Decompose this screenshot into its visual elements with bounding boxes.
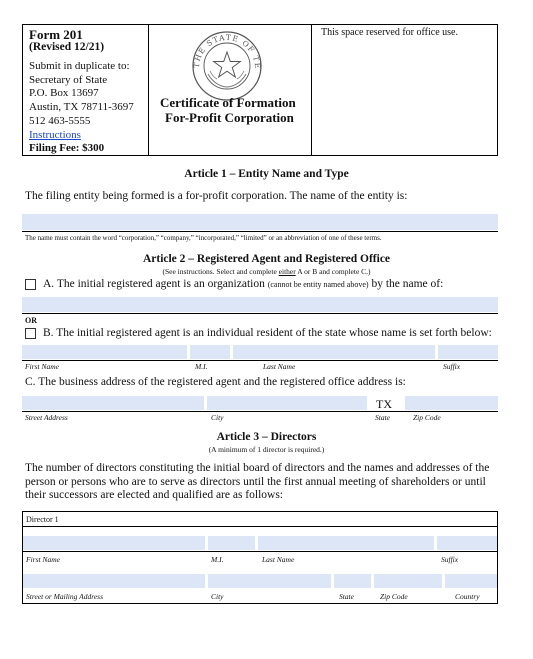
submit-line: Secretary of State (29, 73, 108, 86)
option-a-note: (cannot be entity named above) (267, 280, 369, 289)
divider (22, 313, 498, 314)
statement-line: person or persons who are to serve as directors until the first annual meeting of shareholders or until (25, 475, 486, 488)
option-a-label (43, 278, 443, 290)
divider (22, 411, 498, 412)
texas-seal (191, 30, 263, 102)
state-label: State (375, 413, 390, 422)
suffix-label: Suffix (443, 362, 461, 371)
header-divider-right (311, 24, 312, 156)
director-city-field[interactable] (208, 574, 331, 588)
registered-street-field[interactable] (22, 396, 204, 410)
submit-line: P.O. Box 13697 (29, 87, 99, 100)
instructions-link[interactable]: Instructions (29, 128, 81, 141)
zip-label: Zip Code (413, 413, 441, 422)
option-a-text: A. The initial registered agent is an organization (43, 278, 268, 290)
option-a-text-end: by the name of: (368, 278, 444, 290)
statement-line: their successors are elected and qualified are as follows: (25, 489, 284, 501)
subheading-text: A or B and complete C.) (295, 267, 371, 276)
form-title-line1: Certificate of Formation (160, 95, 296, 110)
article3-statement (25, 462, 489, 503)
agent-suffix-field[interactable] (438, 345, 498, 359)
svg-text:THE STATE OF TEXAS (191, 30, 262, 70)
subheading-either: either (278, 267, 296, 276)
office-use-note: This space reserved for office use. (321, 27, 458, 38)
agent-organization-name-field[interactable] (22, 297, 498, 312)
director-first-name-label: First Name (26, 555, 60, 564)
option-b-label: B. The initial registered agent is an individual resident of the state whose name is set forth below: (43, 327, 492, 339)
director-country-label: Country (455, 592, 480, 601)
article2-heading: Article 2 – Registered Agent and Registered Office (142, 253, 391, 265)
director-last-name-label: Last Name (262, 555, 295, 564)
article3-heading: Article 3 – Directors (216, 431, 317, 443)
director-mi-field[interactable] (208, 536, 255, 550)
submit-line: Austin, TX 78711-3697 (29, 101, 134, 114)
revised-date: (Revised 12/21) (29, 41, 105, 53)
city-label: City (211, 413, 224, 422)
registered-city-field[interactable] (207, 396, 367, 410)
article1-heading: Article 1 – Entity Name and Type (184, 168, 349, 180)
director-zip-field[interactable] (374, 574, 442, 588)
registered-state-value: TX (376, 397, 392, 411)
street-address-label: Street Address (25, 413, 68, 422)
or-label: OR (25, 316, 37, 325)
director-state-field[interactable] (334, 574, 371, 588)
director-street-field[interactable] (23, 574, 205, 588)
director-box (22, 511, 498, 604)
form-title-line2: For-Profit Corporation (165, 110, 294, 125)
submit-line: Submit in duplicate to: (29, 60, 130, 72)
last-name-label: Last Name (263, 362, 296, 371)
submit-address (29, 60, 134, 156)
article3-subheading: (A minimum of 1 director is required.) (208, 445, 325, 454)
agent-mi-field[interactable] (190, 345, 230, 359)
filing-fee: Filing Fee: $300 (29, 142, 105, 155)
form-number: Form 201 (29, 27, 83, 42)
agent-first-name-field[interactable] (22, 345, 187, 359)
registered-zip-field[interactable] (405, 396, 498, 410)
agent-last-name-field[interactable] (233, 345, 435, 359)
divider (22, 551, 498, 552)
option-c-label: C. The business address of the registered agent and the registered office address is: (25, 376, 406, 388)
submit-line: 512 463-5555 (29, 114, 91, 127)
seal-icon (191, 30, 263, 102)
director-suffix-field[interactable] (437, 536, 497, 550)
director-zip-label: Zip Code (380, 592, 408, 601)
director-suffix-label: Suffix (441, 555, 459, 564)
article1-statement: The filing entity being formed is a for-profit corporation. The name of the entity is: (25, 190, 408, 202)
director-state-label: State (339, 592, 354, 601)
director-country-field[interactable] (445, 574, 497, 588)
seal-text: THE STATE OF TE (191, 32, 263, 70)
header-divider-left (148, 24, 149, 156)
statement-line: The number of directors constituting the initial board of directors and the names and addresses of the (25, 462, 490, 474)
entity-name-field[interactable] (22, 214, 498, 230)
subheading-text: (See instructions. Select and complete (162, 267, 279, 276)
director-mi-label: M.I. (211, 555, 224, 564)
divider (22, 360, 498, 361)
option-a-checkbox[interactable] (25, 279, 36, 290)
director-last-name-field[interactable] (258, 536, 434, 550)
mi-label: M.I. (195, 362, 208, 371)
director-label: Director 1 (26, 515, 59, 524)
article1-note: The name must contain the word “corporation,” “company,” “incorporated,” “limited” or an abbreviation of one of these terms. (25, 234, 382, 242)
divider (22, 231, 498, 232)
article2-subheading (0, 267, 533, 276)
director-city-label: City (211, 592, 224, 601)
divider (22, 526, 498, 527)
option-b-checkbox[interactable] (25, 328, 36, 339)
first-name-label: First Name (25, 362, 59, 371)
director-first-name-field[interactable] (23, 536, 205, 550)
director-street-label: Street or Mailing Address (26, 592, 104, 601)
